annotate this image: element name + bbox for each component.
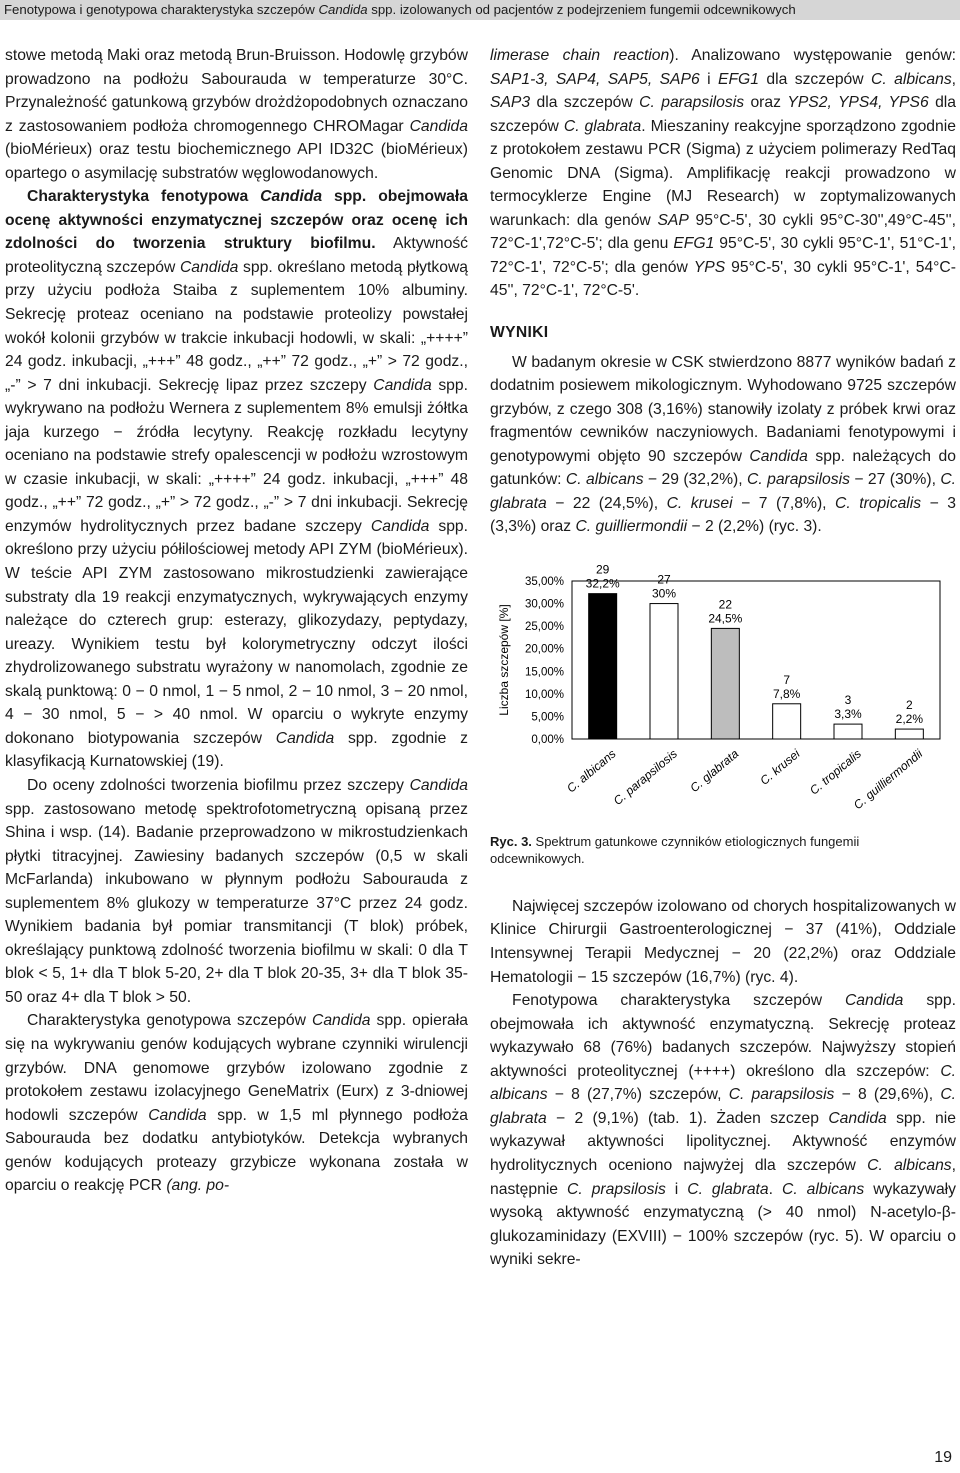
bar-count-label: 27 <box>657 572 671 587</box>
category-label: C. albicans <box>564 746 619 796</box>
plot-frame <box>572 581 940 739</box>
bar-chart <box>490 559 956 829</box>
running-header <box>0 0 960 20</box>
bar <box>711 628 739 739</box>
bar-value-label: 7,8% <box>772 686 801 701</box>
y-tick-label: 5,00% <box>531 711 564 724</box>
bar-count-label: 29 <box>595 562 610 577</box>
page-number: 19 <box>934 1449 952 1466</box>
category-label: C. guilliermondii <box>850 746 926 813</box>
category-label: C. parapsilosis <box>610 746 680 808</box>
bar <box>650 604 678 739</box>
bar-count-label: 2 <box>905 698 913 713</box>
bar <box>773 704 801 739</box>
bar-count-label: 7 <box>783 672 791 687</box>
paragraph: Charakterystyka genotypowa szczepów Candida spp. opierała się na wykrywaniu genów kodujących wybrane czynniki wirulencji grzybów. DNA genomowe grzybów izolowano zgodnie z protokołem zestawu izolacyjnego GeneMatrix (Eurx) z 3-dniowej hodowli szczepów Candida spp. w 1,5 ml płynnego podłoża Sabourauda bez dodatku antybiotyków. Detekcja wybranych genów kodujących proteazy grzybicze wykonana została w oparciu o reakcję PCR (ang. po- <box>5 1012 469 1195</box>
paragraph: limerase chain reaction). Analizowano występowanie genów: SAP1-3, SAP4, SAP5, SAP6 i EFG1 dla szczepów C. albicans, SAP3 dla szczepów C. parapsilosis oraz YPS2, YPS4, YPS6 dla szczepów C. glabrata. Mieszaniny reakcyjne sporządzono zgodnie z protokołem zestawu PCR (Sigma) z użyciem polimerazy RedTaq Genomic DNA (Sigma). Amplifikację reakcji prowadzono w termocyklerze Engine (MJ Research) w zoptymalizowanych warunkach: dla genów SAP 95°C-5', 30 cykli 95°C-30'',49°C-45'', 72°C-1',72°C-5'; dla genu EFG1 95°C-5', 30 cykli 95°C-1', 51°C-1', 72°C-1', 72°C-5'; dla genów YPS 95°C-5', 30 cykli 95°C-1', 54°C-45'', 72°C-1', 72°C-5'. <box>490 47 957 300</box>
left-column <box>5 44 468 1198</box>
paragraph: Do oceny zdolności tworzenia biofilmu przez szczepy Candida spp. zastosowano metodę spektrofotometryczną opisaną przez Shina i wsp. (14). Badanie przeprowadzono w mikrostudzienkach płytki titracyjnej. Zawiesiny badanych szczepów (0,5 w skali McFarlanda) inkubowano w płynnym podłożu Sabourauda z suplementem 8% glukozy w temperaturze 37°C przez 24 godz. Wynikiem badania był pomiar transmitancji (T blok) próbek, określający punktową zdolność tworzenia biofilmu w skali: 0 dla T blok < 5, 1+ dla T blok 5-20, 2+ dla T blok 20-35, 3+ dla T blok 35-50 oraz 4+ dla T blok > 50. <box>5 776 468 1006</box>
y-axis-label: Liczba szczepów [%] <box>497 604 511 716</box>
bar <box>895 729 923 739</box>
bar-value-label: 24,5% <box>708 611 743 626</box>
bar-count-label: 3 <box>844 693 852 708</box>
category-label: C. krusei <box>757 746 803 788</box>
paragraph: stowe metodą Maki oraz metodą Brun-Bruisson. Hodowlę grzybów prowadzono na podłożu Sabourauda w temperaturze 30°C. Przynależność gatunkową grzybów drożdżopodobnych oznaczano z zastosowaniem podłoża chromogennego CHROMagar Candida (bioMérieux) oraz testu biochemicznego API ID32C (bioMérieux) opartego o asymilację substratów węglowodanowych. <box>5 47 468 182</box>
y-tick-label: 35,00% <box>524 575 564 588</box>
y-tick-label: 30,00% <box>524 598 564 611</box>
paragraph: Najwięcej szczepów izolowano od chorych hospitalizowanych w Klinice Chirurgii Gastroenterologicznej − 37 (41%), Oddziale Intensywnej Terapii Medycznej − 20 (22,2%) oraz Oddziale Hematologii − 15 szczepów (16,7%) (ryc. 4). <box>490 897 956 986</box>
y-tick-label: 0,00% <box>531 733 564 746</box>
bar-count-label: 22 <box>718 597 733 612</box>
y-tick-label: 20,00% <box>524 643 564 656</box>
figure-caption: Ryc. 3. Spektrum gatunkowe czynników etiologicznych fungemii odcewnikowych. <box>490 833 860 866</box>
bar <box>834 724 862 739</box>
running-title-end: spp. izolowanych od pacjentów z podejrzeniem fungemii odcewnikowych <box>367 2 796 17</box>
bar-value-label: 32,2% <box>585 576 620 591</box>
y-tick-label: 15,00% <box>524 666 564 679</box>
category-label: C. glabrata <box>687 746 742 795</box>
right-column <box>490 44 956 1272</box>
running-title: Fenotypowa i genotypowa charakterystyka szczepów <box>4 2 319 17</box>
bar <box>589 594 617 739</box>
paragraph: Fenotypowa charakterystyka szczepów Candida spp. obejmowała ich aktywność enzymatyczną. Sekrecję proteaz wykazywało 68 (76%) badanych szczepów. Najwyższy stopień aktywności proteolitycznej (++++) określono dla szczepów: C. albicans − 8 (27,7%) szczepów, C. parapsilosis − 8 (29,6%), C. glabrata − 2 (9,1%) (tab. 1). Żaden szczep Candida spp. nie wykazywał aktywności lipolitycznej. Aktywność enzymów hydrolitycznych oceniono najwyżej dla szczepów C. albicans, następnie C. prapsilosis i C. glabrata. C. albicans wykazywały wysoką aktywność enzymatyczną (> 40 nmol) N-acetylo-β-glukozaminidazy (EXVIII) − 100% szczepów (ryc. 5). W oparciu o wyniki sekre- <box>490 992 957 1269</box>
section-heading: WYNIKI <box>490 324 549 342</box>
category-label: C. tropicalis <box>806 746 864 798</box>
running-title-italic: Candida <box>318 2 368 17</box>
bar-value-label: 2,2% <box>895 712 924 727</box>
paragraph: W badanym okresie w CSK stwierdzono 8877 wyników badań z dodatnim posiewem mikologicznym. Wyhodowano 9725 szczepów grzybów, z czego 308 (3,16%) stanowiły izolaty z próbek krwi oraz fragmentów cewników naczyniowych. Badaniami fenotypowymi i genotypowymi objęto 90 szczepów Candida spp. należących do gatunków: C. albicans − 29 (32,2%), C. parapsilosis − 27 (30%), C. glabrata − 22 (24,5%), C. krusei − 7 (7,8%), C. tropicalis − 3 (3,3%) oraz C. guilliermondii − 2 (2,2%) (ryc. 3). <box>490 353 956 536</box>
paragraph: Charakterystyka fenotypowa Candida spp. obejmowała ocenę aktywności enzymatycznej szczepów oraz ocenę ich zdolności do tworzenia struktury biofilmu. Aktywność proteolityczną szczepów Candida spp. określano metodą płytkową przy użyciu podłoża Staiba z suplementem 10% albuminy. Sekrecję proteaz oceniano na podstawie proteolizy powstałej wokół kolonii grzybów w trakcie inkubacji hodowli, w skali: „++++” 24 godz. inkubacji, „+++” 48 godz., „++” 72 godz., „+” > 72 godz., „-” > 7 dni inkubacji. Sekrecję lipaz przez szczepy Candida spp. wykrywano na podłożu Wernera z suplementem 8% emulsji żółtka jaja kurzego − źródła lecytyny. Reakcję rozkładu lecytyny oceniano na podstawie strefy opalescencji w podłożu wzrostowym w czasie inkubacji, w skali: „++++” 24 godz. inkubacji, „+++” 48 godz., „++” 72 godz., „+” > 72 godz., „-” > 7 dni inkubacji. Sekrecję enzymów hydrolitycznych przez badane szczepy Candida spp. określono przy użyciu półilościowej metody API ZYM (bioMérieux). W teście API ZYM zastosowano mikrostudzienki zawierające substraty dla 19 reakcji enzymatycznych, wykrywających enzymy należące do czterech grup: esterazy, glikozydazy, peptydazy, ureazy. Wynikiem testu był kolorymetryczny odczyt ilości zhydrolizowanego substratu wyrażony w nanomolach, zgodnie ze skalą punktową: 0 − 0 nmol, 1 − 5 nmol, 2 − 10 nmol, 3 − 20 nmol, 4 − 30 nmol, 5 − > 40 nmol. W oparciu o wykryte enzymy dokonano biotypowania szczepów Candida spp. zgodnie z klasyfikacją Kurnatowskiej (19). <box>5 188 469 771</box>
bar-value-label: 3,3% <box>834 707 862 722</box>
y-tick-label: 25,00% <box>524 621 564 634</box>
bar-value-label: 30% <box>651 586 677 601</box>
y-tick-label: 10,00% <box>524 688 564 701</box>
figure-chart <box>490 559 956 829</box>
